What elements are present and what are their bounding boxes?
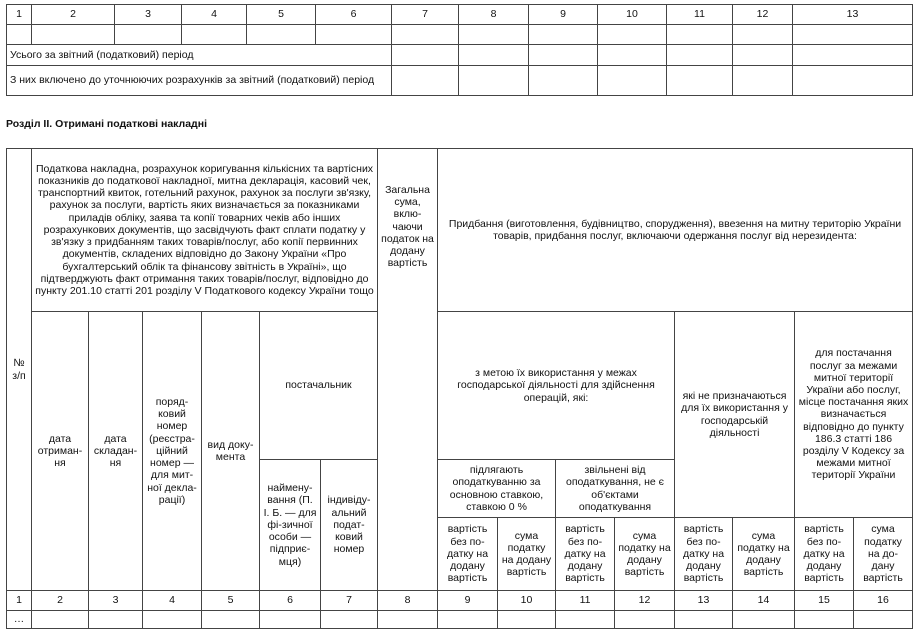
col-num: 10: [498, 591, 556, 611]
summary-table: [6, 4, 913, 96]
header-invoice-group: Податкова накладна, розрахунок коригування кількісних та вартісних показників до податкової накладної, митна декларація, касовий чек, транспортний квиток, готельний рахунок, рахунок за послуги зв'язку, рахунок за послуги, вартість яких визначається за показниками приладів обліку, заява та копії товарних чеків або інших розрахункових документів, що засвідчують факт сплати податку у зв'язку з придбанням таких товарів/послуг, або копії первинних документів, складених відповідно до Закону України «Про бухгалтерський облік та фінансову звітність в Україні», що підтверджують факт отримання таких товарів/послуг, відповідно до пункту 201.10 статті 201 розділу V Податкового кодексу України тощо: [32, 149, 378, 312]
col-num: 12: [615, 591, 675, 611]
col-num: 11: [556, 591, 615, 611]
row-label: Усього за звітний (податковий) період: [7, 45, 392, 66]
header-serial-number: поряд-ковий номер (реєстра-ційний номер — для мит-ної декла-рації): [143, 312, 202, 591]
col-num: 14: [733, 591, 795, 611]
header-row-2: [7, 312, 913, 460]
header-vat-taxable: сума податку на додану вартість: [498, 518, 556, 591]
col-num: 8: [378, 591, 438, 611]
col-num: 12: [733, 5, 793, 25]
header-exempt: звільнені від оподаткування, не є об'єктами оподаткування: [556, 460, 675, 518]
header-supplier: постачальник: [260, 312, 378, 460]
header-date-made: дата складан-ня: [89, 312, 143, 591]
col-num: 11: [667, 5, 733, 25]
received-invoices-table: [6, 148, 913, 629]
header-value-exempt: вартість без по-датку на додану вартість: [556, 518, 615, 591]
col-num: 7: [392, 5, 459, 25]
col-num: 7: [321, 591, 378, 611]
summary-row-included: [7, 66, 913, 96]
col-num: 1: [7, 591, 32, 611]
col-num: 8: [459, 5, 529, 25]
col-num: 9: [529, 5, 598, 25]
col-num: 10: [598, 5, 667, 25]
col-num: 4: [182, 5, 247, 25]
header-supplier-tax-id: індивіду-альний подат-ковий номер: [321, 460, 378, 591]
col-num: 4: [143, 591, 202, 611]
col-num: 2: [32, 5, 115, 25]
header-value-taxable: вартість без по-датку на додану вартість: [438, 518, 498, 591]
col-num: 3: [115, 5, 182, 25]
header-non-business: які не призначаються для їх використання у господарській діяльності: [675, 312, 795, 518]
col-num: 9: [438, 591, 498, 611]
ellipsis-cell: …: [7, 611, 32, 629]
header-date-received: дата отриман-ня: [32, 312, 89, 591]
header-value-non-business: вартість без по-датку на додану вартість: [675, 518, 733, 591]
header-total-sum: Загальна сума, вклю-чаючи податок на додану вартість: [378, 149, 438, 591]
header-outside-territory: для постачання послуг за межами митної території України або послуг, місце постачання яких визначається відповідно до пункту 186.3 статті 186 розділу V Кодексу за межами митної території України: [795, 312, 913, 518]
header-purchase: Придбання (виготовлення, будівництво, спорудження), ввезення на митну територію України товарів, придбання послуг, включаючи одержання послуг від нерезидента:: [438, 149, 913, 312]
col-num: 13: [675, 591, 733, 611]
section-title: Розділ ІІ. Отримані податкові накладні: [6, 118, 207, 130]
header-vat-exempt: сума податку на додану вартість: [615, 518, 675, 591]
header-taxable: підлягають оподаткуванню за основною ставкою, ставкою 0 %: [438, 460, 556, 518]
col-num: 2: [32, 591, 89, 611]
summary-col-numbers: [7, 5, 913, 25]
header-supplier-name: наймену-вання (П. І. Б. — для фі-зичної особи — підприє-мця): [260, 460, 321, 591]
header-vat-non-business: сума податку на додану вартість: [733, 518, 795, 591]
summary-row-total: [7, 45, 913, 66]
header-business-use: з метою їх використання у межах господарської діяльності для здійснення операцій, які:: [438, 312, 675, 460]
col-num: 13: [793, 5, 913, 25]
summary-row-empty: [7, 25, 913, 45]
row-label: З них включено до уточнюючих розрахунків за звітний (податковий) період: [7, 66, 392, 96]
header-value-outside: вартість без по-датку на додану вартість: [795, 518, 854, 591]
col-num: 3: [89, 591, 143, 611]
col-num: 1: [7, 5, 32, 25]
col-num: 5: [247, 5, 316, 25]
header-vat-outside: сума податку на до-дану вартість: [854, 518, 913, 591]
main-row-ellipsis: [7, 611, 913, 629]
main-col-numbers: [7, 591, 913, 611]
header-num: № з/п: [7, 149, 32, 591]
header-row-1: [7, 149, 913, 312]
col-num: 15: [795, 591, 854, 611]
col-num: 16: [854, 591, 913, 611]
col-num: 5: [202, 591, 260, 611]
col-num: 6: [260, 591, 321, 611]
col-num: 6: [316, 5, 392, 25]
header-doc-type: вид доку-мента: [202, 312, 260, 591]
